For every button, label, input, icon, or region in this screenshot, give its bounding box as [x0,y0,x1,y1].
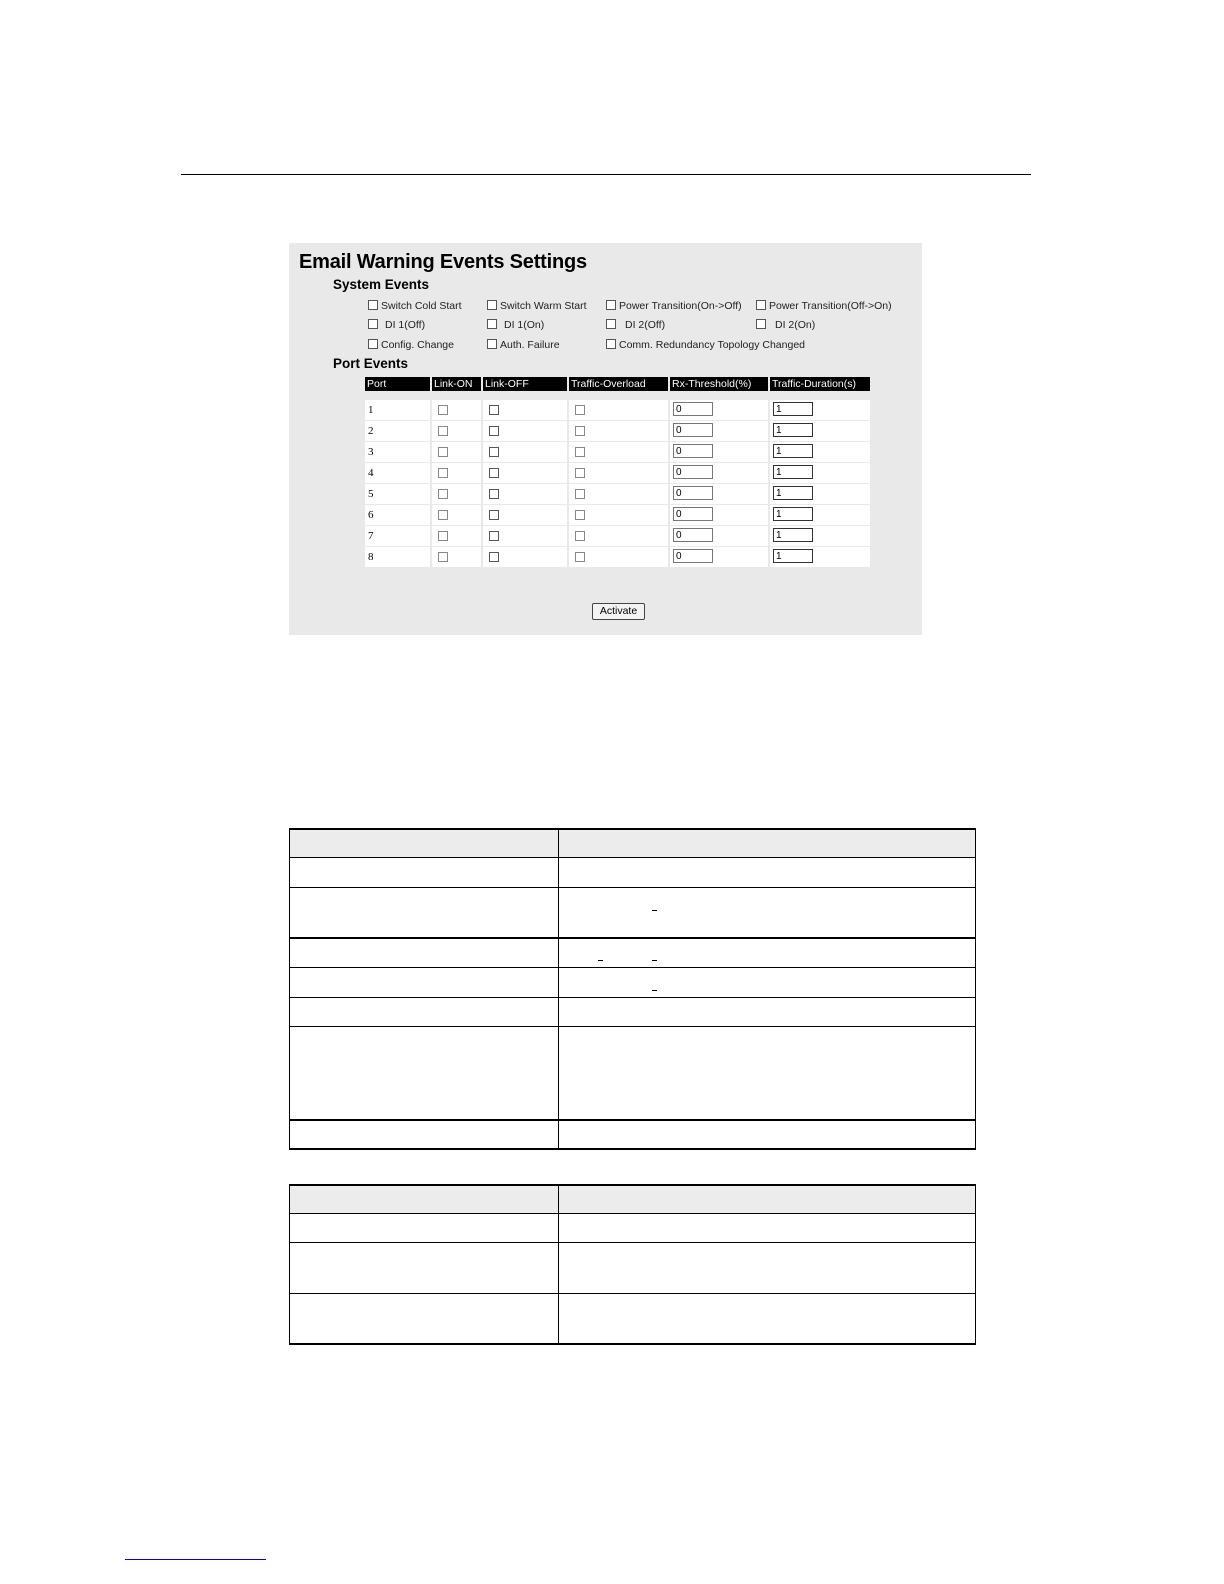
system-event-option[interactable] [368,300,462,312]
checkbox[interactable] [756,319,766,329]
system-event-label: Comm. Redundancy Topology Changed [619,339,806,351]
link-on-cell [432,463,481,483]
link-off-checkbox[interactable] [489,510,499,520]
port-row [365,400,872,420]
dash-mark [598,960,603,961]
table-rule [290,887,975,888]
traffic-overload-cell [569,421,668,441]
link-off-cell [483,526,567,546]
link-off-cell [483,547,567,567]
link-on-cell [432,505,481,525]
traffic-overload-cell [569,505,668,525]
system-event-option[interactable] [368,319,425,331]
traffic-duration-input[interactable]: 1 [773,549,813,563]
table-rule [290,1119,975,1121]
link-on-cell [432,547,481,567]
system-event-label: DI 1(On) [504,319,545,331]
table-header-row [290,828,975,857]
traffic-overload-checkbox[interactable] [575,426,585,436]
traffic-overload-cell [569,463,668,483]
column-header: Traffic-Duration(s) [770,377,870,391]
checkbox[interactable] [368,319,378,329]
traffic-overload-checkbox[interactable] [575,552,585,562]
link-on-checkbox[interactable] [438,468,448,478]
link-off-checkbox[interactable] [489,447,499,457]
rx-threshold-input[interactable]: 0 [673,528,713,542]
page-title: Email Warning Events Settings [299,251,587,273]
rx-threshold-input[interactable]: 0 [673,549,713,563]
link-on-cell [432,421,481,441]
traffic-overload-cell [569,526,668,546]
table-rule [290,997,975,998]
rx-threshold-input[interactable]: 0 [673,465,713,479]
traffic-overload-checkbox[interactable] [575,510,585,520]
link-on-cell [432,526,481,546]
dash-mark [652,960,657,961]
table-rule [290,937,975,939]
traffic-overload-checkbox[interactable] [575,489,585,499]
system-event-label: Auth. Failure [500,339,560,351]
traffic-duration-input[interactable]: 1 [773,486,813,500]
traffic-duration-input[interactable]: 1 [773,465,813,479]
dash-mark [652,990,657,991]
system-event-option[interactable] [756,300,892,312]
traffic-duration-cell [770,463,870,483]
port-row [365,421,872,441]
link-off-checkbox[interactable] [489,531,499,541]
traffic-overload-cell [569,400,668,420]
traffic-duration-cell [770,421,870,441]
system-event-option[interactable] [487,339,560,351]
column-header: Link-ON [432,377,481,391]
system-event-option[interactable] [606,300,742,312]
traffic-duration-cell [770,442,870,462]
column-header: Traffic-Overload [569,377,668,391]
link-off-cell [483,484,567,504]
traffic-overload-cell [569,547,668,567]
rx-threshold-cell [670,421,768,441]
checkbox[interactable] [487,339,497,349]
system-event-label: Power Transition(On->Off) [619,300,742,312]
column-header: Rx-Threshold(%) [670,377,768,391]
table-rule [290,1026,975,1027]
table-rule [290,1148,975,1150]
rx-threshold-input[interactable]: 0 [673,444,713,458]
rx-threshold-input[interactable]: 0 [673,486,713,500]
port-number: 7 [365,526,430,546]
link-off-cell [483,463,567,483]
link-on-cell [432,400,481,420]
traffic-duration-input[interactable]: 1 [773,528,813,542]
link-on-checkbox[interactable] [438,405,448,415]
checkbox[interactable] [487,319,497,329]
system-events-title: System Events [333,277,430,292]
link-on-checkbox[interactable] [438,426,448,436]
dash-mark [652,910,657,911]
checkbox[interactable] [606,339,616,349]
port-number: 1 [365,400,430,420]
port-row [365,463,872,483]
rx-threshold-cell [670,442,768,462]
traffic-duration-cell [770,484,870,504]
traffic-overload-checkbox[interactable] [575,531,585,541]
header-rule [181,174,1031,175]
link-on-cell [432,484,481,504]
checkbox[interactable] [487,300,497,310]
port-number: 4 [365,463,430,483]
system-event-option[interactable] [606,339,805,351]
rx-threshold-input[interactable]: 0 [673,402,713,416]
table-rule [290,1213,975,1214]
description-table-1 [289,828,976,1150]
port-number: 2 [365,421,430,441]
traffic-overload-cell [569,442,668,462]
traffic-duration-cell [770,400,870,420]
link-on-checkbox[interactable] [438,510,448,520]
traffic-overload-checkbox[interactable] [575,468,585,478]
rx-threshold-cell [670,463,768,483]
link-on-checkbox[interactable] [438,531,448,541]
table-rule [290,1293,975,1294]
checkbox[interactable] [606,319,616,329]
table-column-divider [558,828,559,1150]
checkbox[interactable] [368,339,378,349]
link-on-checkbox[interactable] [438,447,448,457]
table-rule [290,1242,975,1243]
system-event-label: Config. Change [381,339,454,351]
link-off-checkbox[interactable] [489,552,499,562]
system-event-option[interactable] [487,319,544,331]
system-event-label: DI 2(On) [775,319,816,331]
table-rule [290,1184,975,1186]
system-event-label: Power Transition(Off->On) [769,300,892,312]
system-event-label: Switch Cold Start [381,300,462,312]
email-warning-events-panel [289,243,922,635]
traffic-duration-cell [770,505,870,525]
traffic-duration-input[interactable]: 1 [773,402,813,416]
system-event-option[interactable] [487,300,587,312]
table-header-row [290,1184,975,1213]
checkbox[interactable] [368,300,378,310]
rx-threshold-input[interactable]: 0 [673,507,713,521]
link-off-cell [483,442,567,462]
link-on-cell [432,442,481,462]
traffic-duration-input[interactable]: 1 [773,507,813,521]
column-header: Link-OFF [483,377,567,391]
table-rule [290,967,975,968]
link-off-checkbox[interactable] [489,426,499,436]
rx-threshold-cell [670,484,768,504]
link-off-checkbox[interactable] [489,405,499,415]
column-header: Port [365,377,430,391]
link-on-checkbox[interactable] [438,489,448,499]
traffic-duration-cell [770,547,870,567]
link-off-cell [483,421,567,441]
traffic-overload-checkbox[interactable] [575,405,585,415]
port-row [365,547,872,567]
link-off-cell [483,505,567,525]
system-event-option[interactable] [606,319,665,331]
rx-threshold-cell [670,526,768,546]
port-row [365,442,872,462]
table-rule [290,828,975,830]
port-number: 3 [365,442,430,462]
traffic-duration-input[interactable]: 1 [773,423,813,437]
traffic-overload-cell [569,484,668,504]
traffic-duration-input[interactable]: 1 [773,444,813,458]
rx-threshold-cell [670,400,768,420]
link-off-checkbox[interactable] [489,468,499,478]
port-number: 8 [365,547,430,567]
system-event-label: DI 2(Off) [625,319,666,331]
system-event-label: DI 1(Off) [385,319,426,331]
system-event-option[interactable] [368,339,454,351]
link-off-cell [483,400,567,420]
system-event-option[interactable] [756,319,815,331]
table-rule [290,1343,975,1345]
activate-button[interactable]: Activate [592,603,645,620]
port-number: 5 [365,484,430,504]
rx-threshold-input[interactable]: 0 [673,423,713,437]
checkbox[interactable] [756,300,766,310]
port-row [365,526,872,546]
port-row [365,484,872,504]
link-on-checkbox[interactable] [438,552,448,562]
port-row [365,505,872,525]
rx-threshold-cell [670,547,768,567]
port-events-title: Port Events [333,356,409,371]
table-column-divider [558,1184,559,1345]
rx-threshold-cell [670,505,768,525]
description-table-2 [289,1184,976,1345]
system-event-label: Switch Warm Start [500,300,587,312]
traffic-overload-checkbox[interactable] [575,447,585,457]
port-number: 6 [365,505,430,525]
footer-link-underline [125,1559,266,1560]
checkbox[interactable] [606,300,616,310]
traffic-duration-cell [770,526,870,546]
table-rule [290,857,975,858]
link-off-checkbox[interactable] [489,489,499,499]
